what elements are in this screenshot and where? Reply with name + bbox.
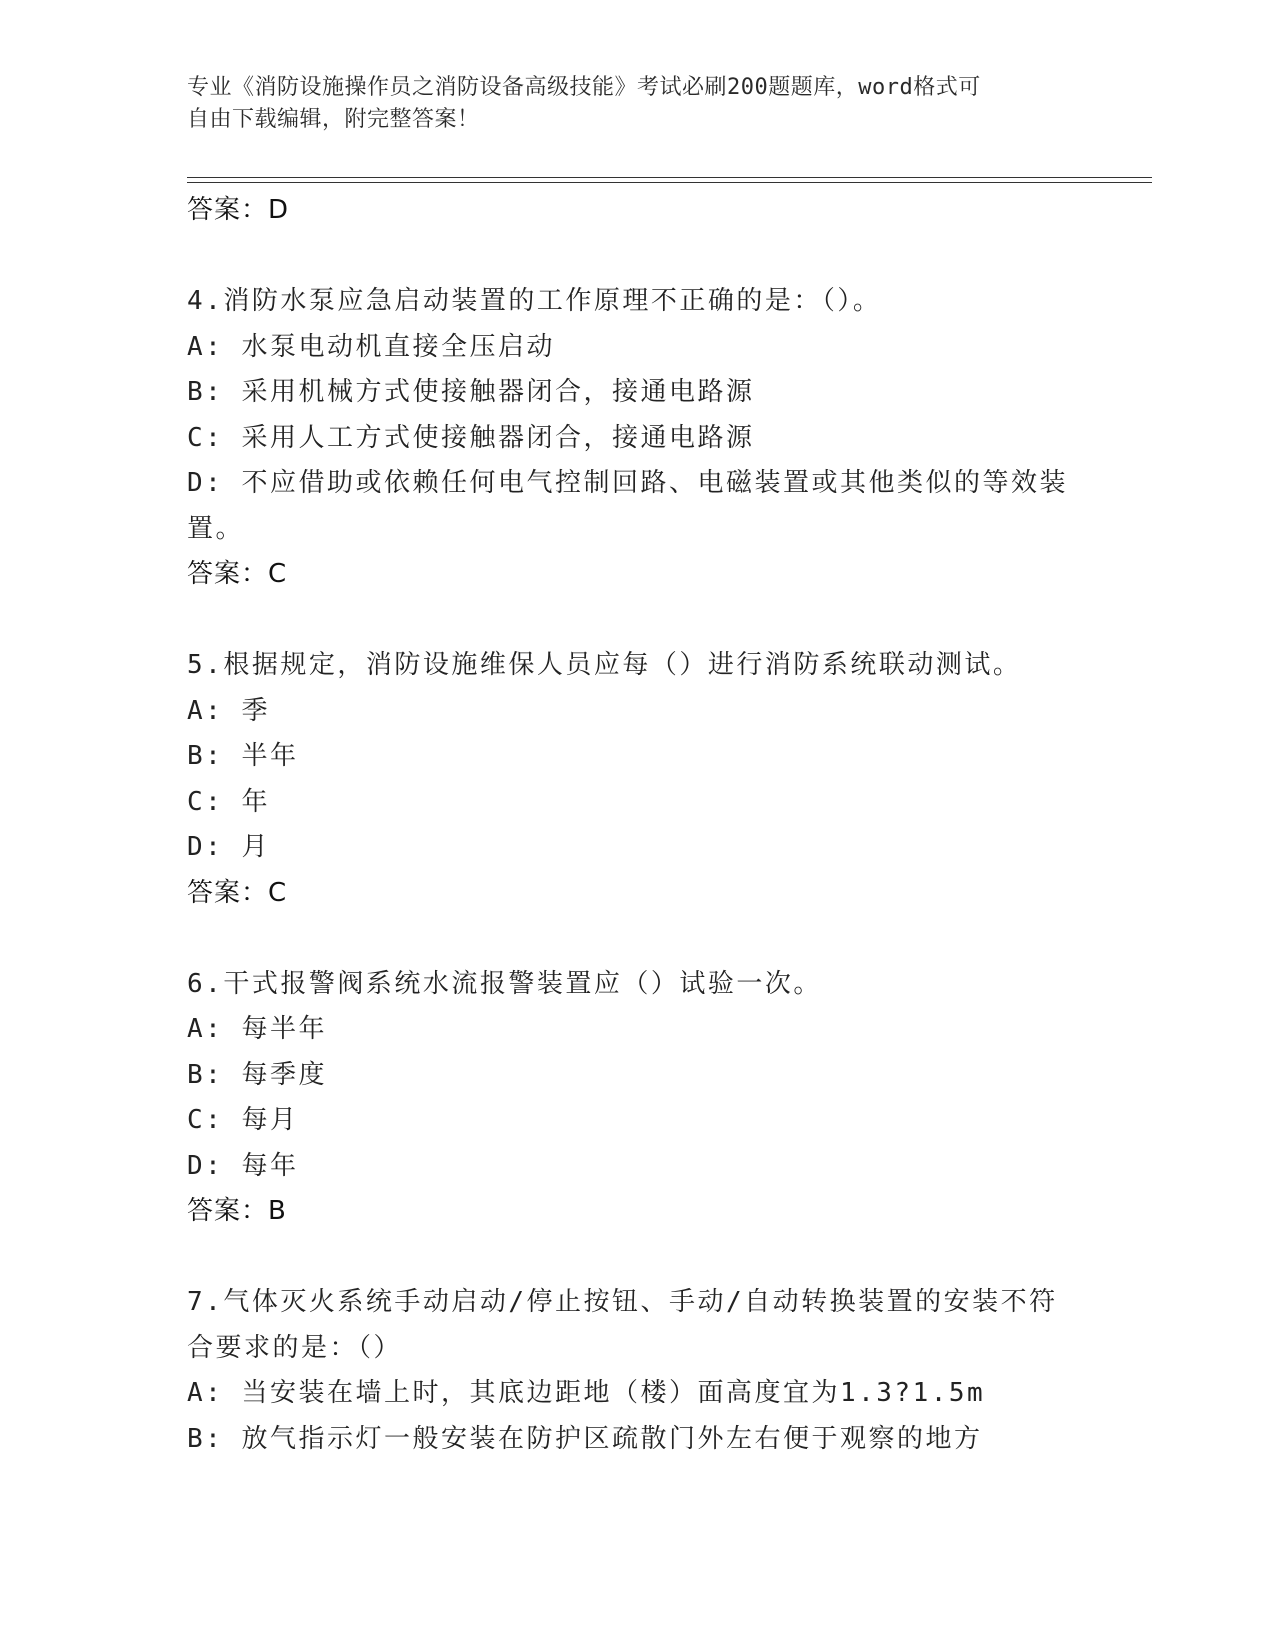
answer-line (187, 871, 1087, 917)
question-number: 4. (187, 286, 224, 316)
question-stem (187, 962, 1087, 1008)
header-divider-top (187, 177, 1152, 178)
option-prefix: D: (187, 468, 224, 498)
question-4 (187, 279, 1087, 598)
question-number: 7. (187, 1287, 224, 1317)
question-5 (187, 643, 1087, 916)
option-text: 采用机械方式使接触器闭合，接通电路源 (241, 377, 755, 407)
question-text-continuation: 合要求的是：（） (187, 1332, 403, 1363)
spacer (187, 598, 1087, 644)
option-b (187, 1417, 1087, 1463)
option-a (187, 1007, 1087, 1053)
option-d (187, 1144, 1087, 1190)
option-text: 半年 (241, 741, 299, 771)
option-prefix: B: (187, 377, 224, 407)
option-prefix: A: (187, 1014, 224, 1044)
document-header (187, 72, 1067, 136)
question-stem-continuation (187, 1326, 1087, 1372)
option-text: 每半年 (241, 1014, 327, 1044)
spacer (187, 1235, 1087, 1281)
spacer (187, 916, 1087, 962)
option-prefix: C: (187, 422, 224, 453)
answer-value: C (268, 559, 288, 589)
question-text: 干式报警阀系统水流报警装置应（）试验一次。 (223, 968, 822, 999)
header-title-line-1: 专业《消防设施操作员之消防设备高级技能》考试必刷200题题库，word格式可 (187, 75, 981, 100)
option-c (187, 780, 1087, 826)
answer-value: B (268, 1196, 287, 1226)
answer-label: 答案： (187, 1196, 269, 1226)
option-prefix: A: (187, 331, 224, 362)
option-text: 每季度 (241, 1059, 327, 1090)
option-a (187, 325, 1087, 371)
option-d-continuation (187, 507, 1087, 553)
option-c (187, 416, 1087, 462)
option-d (187, 825, 1087, 871)
answer-line (187, 1189, 1087, 1235)
option-a (187, 1371, 1087, 1417)
answer-label: 答案： (187, 877, 269, 908)
option-b (187, 370, 1087, 416)
question-stem (187, 1280, 1087, 1326)
question-stem (187, 279, 1087, 325)
option-text: 放气指示灯一般安装在防护区疏散门外左右便于观察的地方 (241, 1423, 983, 1454)
question-6 (187, 962, 1087, 1235)
answer-value: C (268, 877, 288, 908)
spacer (187, 234, 1087, 280)
answer-label: 答案： (187, 559, 269, 589)
option-text: 每年 (241, 1150, 299, 1181)
option-a (187, 689, 1087, 735)
answer-line (187, 188, 1087, 234)
question-text: 根据规定，消防设施维保人员应每（）进行消防系统联动测试。 (223, 650, 1022, 680)
option-prefix: B: (187, 1423, 224, 1454)
option-text: 采用人工方式使接触器闭合，接通电路源 (241, 422, 755, 453)
question-number: 5. (187, 650, 224, 680)
option-b (187, 1053, 1087, 1099)
header-title-line-2: 自由下载编辑，附完整答案！ (187, 107, 480, 132)
option-c (187, 1098, 1087, 1144)
answer-value: D (268, 195, 290, 225)
option-text: 年 (241, 786, 270, 817)
option-prefix: A: (187, 1378, 224, 1408)
question-number: 6. (187, 968, 224, 999)
option-prefix: C: (187, 786, 224, 817)
question-stem (187, 643, 1087, 689)
answer-line (187, 552, 1087, 598)
option-text: 水泵电动机直接全压启动 (241, 331, 555, 362)
option-text: 季 (241, 695, 270, 726)
option-prefix: D: (187, 832, 224, 862)
option-text-continuation: 置。 (187, 513, 245, 544)
question-list (187, 188, 1087, 1462)
option-prefix: A: (187, 695, 224, 726)
option-d (187, 461, 1087, 507)
question-text: 消防水泵应急启动装置的工作原理不正确的是：（）。 (223, 286, 882, 316)
option-prefix: C: (187, 1105, 224, 1135)
question-7 (187, 1280, 1087, 1462)
option-text: 每月 (241, 1105, 299, 1135)
option-prefix: B: (187, 741, 224, 771)
option-text: 月 (241, 832, 270, 862)
option-text: 不应借助或依赖任何电气控制回路、电磁装置或其他类似的等效装 (241, 468, 1068, 498)
header-divider-bottom (187, 182, 1152, 183)
option-prefix: B: (187, 1059, 224, 1090)
answer-label: 答案： (187, 195, 269, 225)
option-text: 当安装在墙上时，其底边距地（楼）面高度宜为1.3?1.5m (241, 1378, 986, 1408)
option-prefix: D: (187, 1150, 224, 1181)
option-b (187, 734, 1087, 780)
question-text: 气体灭火系统手动启动/停止按钮、手动/自动转换装置的安装不符 (223, 1287, 1058, 1317)
